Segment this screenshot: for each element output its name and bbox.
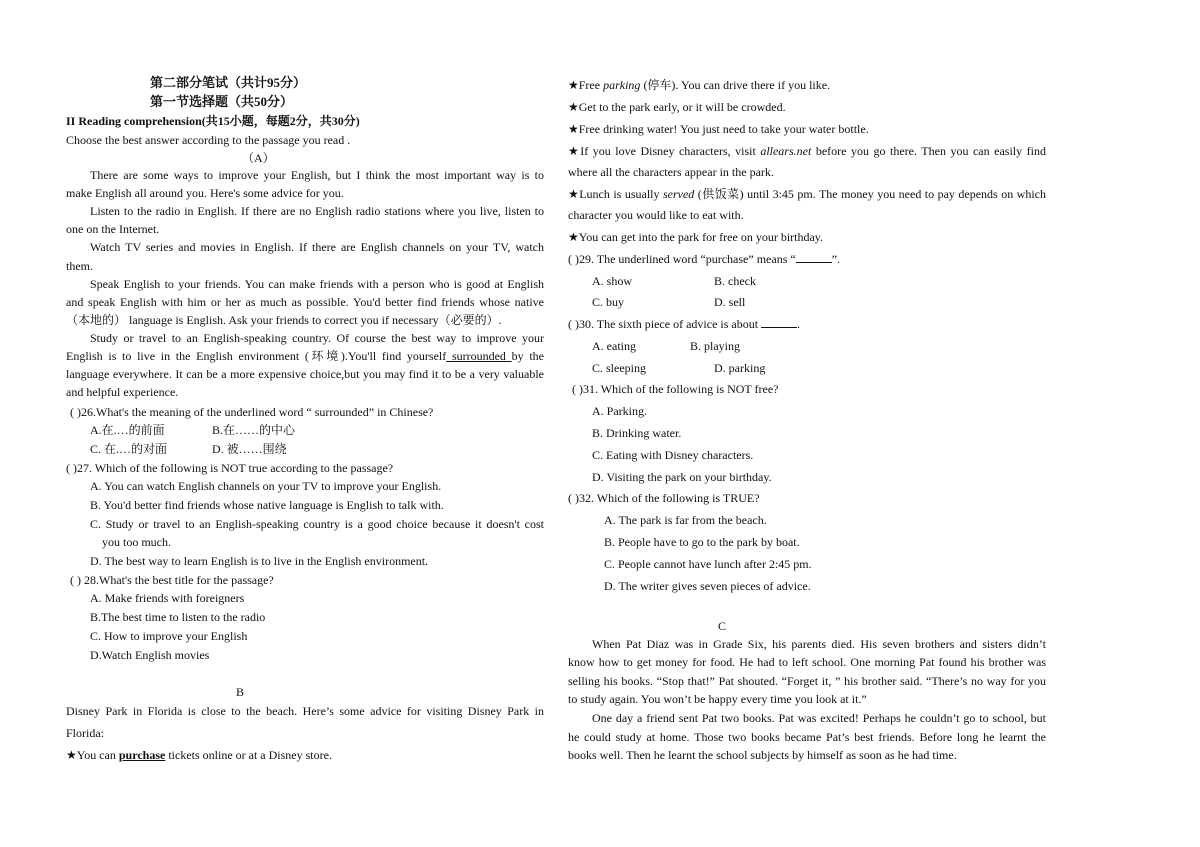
question-32-stem: ( )32. Which of the following is TRUE? [568,491,760,505]
part-title: 第二部分笔试（共计95分） [150,75,307,90]
question-30-stem: ( )30. The sixth piece of advice is about . [568,317,801,331]
question-29-stem: ( )29. The underlined word “purchase” means “ ”. [568,252,841,266]
q30-option-d: D. parking [714,361,766,375]
q27-option-c: C. Study or travel to an English-speaking country is a good choice because it doesn't cost [90,517,544,531]
passage-c-line: he could study at home. Those two books became Pat’s best friends. Before long he learnt the [568,730,1046,744]
passage-c-line: selling his books. “Stop that!” Pat shouted. “Forget it, ” his brother said. “There’s no way for you [568,674,1046,688]
question-28-stem: ( ) 28.What's the best title for the passage? [70,573,274,587]
q28-option-a: A. Make friends with foreigners [90,591,245,605]
q26-option-c: C. 在.…的对面 [90,442,168,456]
question-27-stem: ( )27. Which of the following is NOT true according to the passage? [66,461,394,475]
passage-a-line: Watch TV series and movies in English. If there are English channels on your TV, watch [90,240,544,254]
surrounded-underlined-word: surrounded [446,349,512,363]
q29-option-d: D. sell [714,295,746,309]
q31-option-c: C. Eating with Disney characters. [592,448,754,462]
passage-a-line: （本地的） language is English. Ask your friends to correct you if necessary（必要的）. [66,313,502,327]
q27-option-d: D. The best way to learn English is to live in the English environment. [90,554,429,568]
q31-option-b: B. Drinking water. [592,426,682,440]
q28-option-c: C. How to improve your English [90,629,248,643]
q27-option-b: B. You'd better find friends whose native language is English to talk with. [90,498,444,512]
passage-a-line: them. [66,259,93,273]
q31-option-d: D. Visiting the park on your birthday. [592,470,772,484]
passage-a-line: Speak English to your friends. You can make friends with a person who is good at English [90,277,544,291]
q29-option-c: C. buy [592,295,625,309]
section-title: 第一节选择题（共50分） [150,94,294,109]
passage-a-line: one on the Internet. [66,222,160,236]
answer-blank [761,317,797,328]
passage-b-tip: ★Get to the park early, or it will be crowded. [568,100,786,114]
passage-c-line: to study again. You won’t be happy every time you look at it.” [568,692,867,706]
q26-option-d: D. 被……围绕 [212,442,287,456]
passage-b-tip: ★Free parking (停车). You can drive there if you like. [568,78,831,92]
passage-c-label: C [718,619,727,633]
q32-option-c: C. People cannot have lunch after 2:45 pm. [604,557,812,571]
passage-b-tip: ★Free drinking water! You just need to take your water bottle. [568,122,869,136]
passage-a-line: and speak English with him or her as much as possible. You'd better find friends whose native [66,295,544,309]
passage-b-tip: ★Lunch is usually served (供饭菜) until 3:45 pm. The money you need to pay depends on which [568,187,1046,201]
passage-c-line: When Pat Diaz was in Grade Six, his parents died. His seven brothers and sisters didn’t [592,637,1046,651]
passage-c-line: know how to get money for food. He had to left school. One morning Pat found his brother was [568,655,1046,669]
passage-b-intro: Disney Park in Florida is close to the beach. Here’s some advice for visiting Disney Park in [66,704,544,718]
purchase-underlined-word: purchase [118,748,166,762]
q29-option-b: B. check [714,274,756,288]
passage-b-tip: ★If you love Disney characters, visit allears.net before you go there. Then you can easily find [568,144,1046,158]
passage-a-line: Listen to the radio in English. If there are no English radio stations where you live, listen to [90,204,544,218]
q32-option-a: A. The park is far from the beach. [604,513,767,527]
q32-option-d: D. The writer gives seven pieces of advice. [604,579,811,593]
passage-a-line: language everywhere. It can be a more expensive choice,but you may find it to be a very valuable [66,367,544,381]
passage-a-line: There are some ways to improve your English, but I think the most important way is to [90,168,544,182]
passage-a-line: English is to live in the English environment (环境).You'll find yourself surrounded by the [66,349,544,363]
q27-option-a: A. You can watch English channels on your TV to improve your English. [90,479,442,493]
passage-b-tip-cont: where all the characters appear in the park. [568,165,774,179]
passage-a-label: （A） [242,151,275,165]
passage-b-label: B [236,685,245,699]
passage-b-intro-cont: Florida: [66,726,104,740]
q28-option-d: D.Watch English movies [90,648,210,662]
passage-b-tip: ★You can purchase tickets online or at a Disney store. [66,748,332,762]
question-31-stem: ( )31. Which of the following is NOT free? [572,382,779,396]
passage-b-tip-cont: character you would like to eat with. [568,208,744,222]
passage-c-line: One day a friend sent Pat two books. Pat was excited! Perhaps he couldn’t go to school, but [592,711,1046,725]
question-26-stem: ( )26.What's the meaning of the underlined word “ surrounded” in Chinese? [70,405,434,419]
q30-option-c: C. sleeping [592,361,646,375]
q26-option-b: B.在……的中心 [212,423,296,437]
passage-a-line: and helpful experience. [66,385,179,399]
q30-option-b: B. playing [690,339,740,353]
reading-title: II Reading comprehension(共15小题，每题2分，共30分) [66,114,360,128]
q27-option-c-cont: you too much. [102,535,171,549]
passage-a-line: make English all around you. Here's some advice for you. [66,186,344,200]
q32-option-b: B. People have to go to the park by boat. [604,535,800,549]
passage-b-tip: ★You can get into the park for free on your birthday. [568,230,824,244]
q31-option-a: A. Parking. [592,404,647,418]
q30-option-a: A. eating [592,339,636,353]
q26-option-a: A.在.…的前面 [90,423,165,437]
instruction: Choose the best answer according to the passage you read . [66,133,351,147]
passage-c-line: books well. Then he learnt the school subjects by himself as soon as he had time. [568,748,957,762]
answer-blank [796,252,832,263]
passage-a-line: Study or travel to an English-speaking country. Of course the best way to improve your [90,331,544,345]
q29-option-a: A. show [592,274,633,288]
q28-option-b: B.The best time to listen to the radio [90,610,266,624]
